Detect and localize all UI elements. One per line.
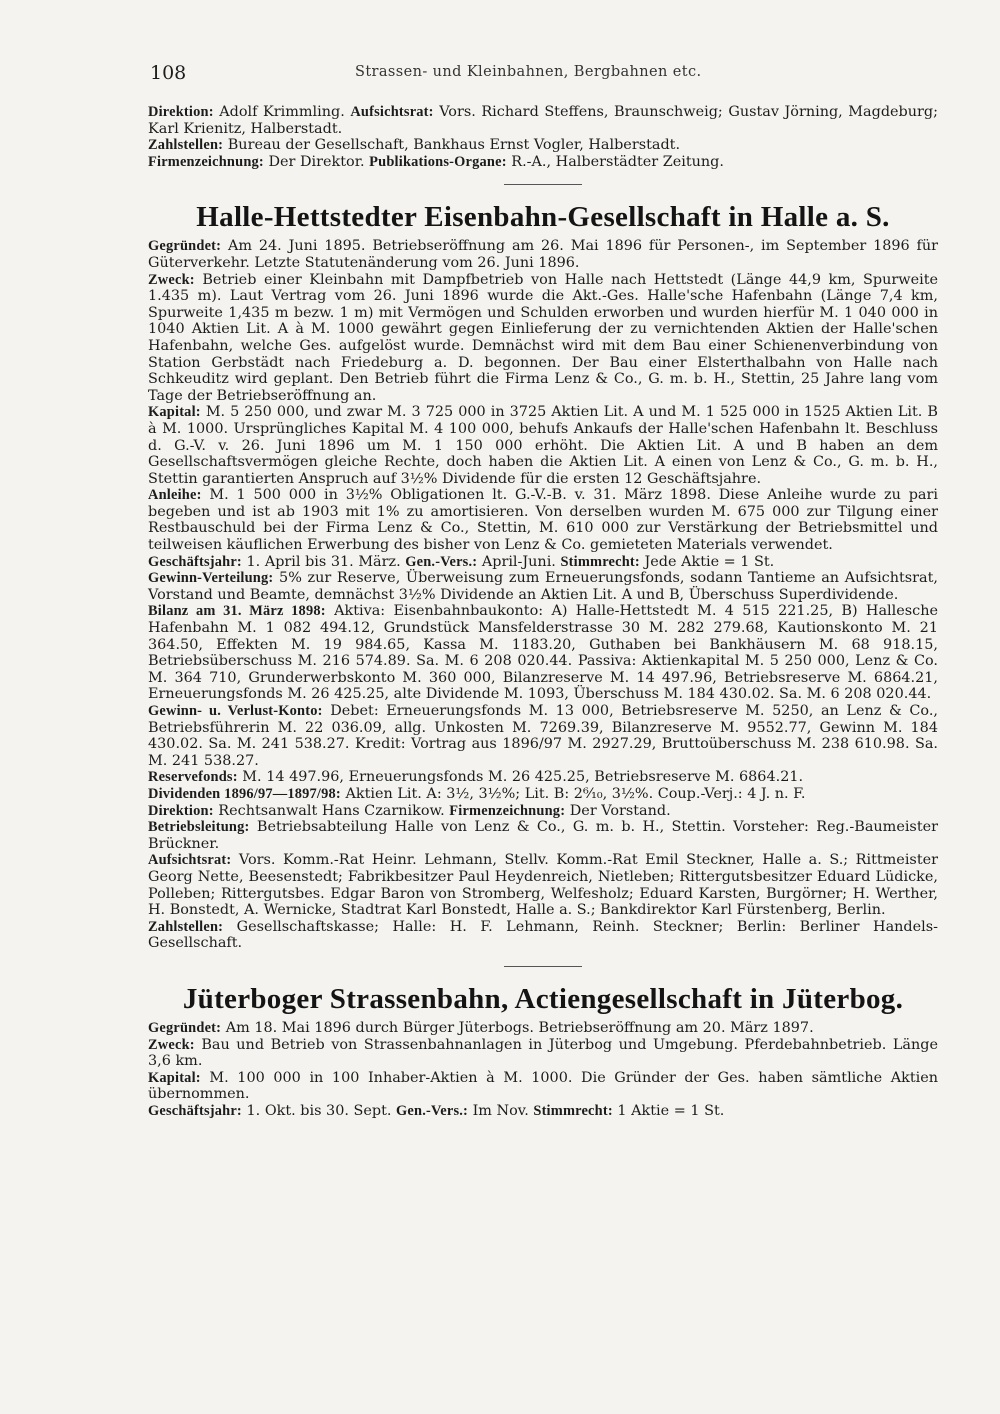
entry-anleihe: Anleihe: M. 1 500 000 in 3½% Obligationen lt. G.-V.-B. v. 31. März 1898. Diese Anleihe wurde zu pari begeben und ist ab 1903 mit 1% zu amortisieren. Von derselben wurden M. 675 000 zur Tilgung einer Restbauschuld bei der Firma Lenz & Co., Stettin, M. 610 000 zur Verstärkung der Betriebsmittel und teilweisen käuflichen Erwerbung des bisher von Lenz & Co. gemieteten Materials verwendet. xyxy=(148,487,938,554)
entry-zweck: Zweck: Bau und Betrieb von Strassenbahnanlagen in Jüterbog und Umgebung. Pferdebahnbetrieb. Länge 3,6 km. xyxy=(148,1036,938,1070)
entry-aufsichtsrat: Aufsichtsrat: Vors. Komm.-Rat Heinr. Lehmann, Stellv. Komm.-Rat Emil Steckner, Halle a. S.; Rittmeister Georg Nette, Beesenstedt; Fabrikbesitzer Paul Heydenreich, Nietleben; Rittergutsbesitzer Eduard Lüdicke, Polleben; Rittergutsbes. Edgar Baron von Stromberg, Welfesholz; Eduard Karsten, Burgörner; H. Werther, H. Bonstedt, A. Wernicke, Stadtrat Karl Bonstedt, Halle a. S.; Bankdirektor Karl Fürstenberg, Berlin. xyxy=(148,852,938,919)
entry-gegruendet: Gegründet: Am 24. Juni 1895. Betriebseröffnung am 26. Mai 1896 für Personen-, im September 1896 für Güterverkehr. Letzte Statutenänderung vom 26. Juni 1896. xyxy=(148,238,938,271)
page-number: 108 xyxy=(150,62,187,84)
entry-reservefonds: Reservefonds: M. 14 497.96, Erneuerungsfonds M. 26 425.25, Betriebsreserve M. 6864.21. xyxy=(148,769,804,786)
entry-geschaeftsjahr: Geschäftsjahr: 1. Okt. bis 30. Sept. Gen.-Vers.: Im Nov. Stimmrecht: 1 Aktie = 1 St. xyxy=(148,1102,725,1119)
running-head: Strassen- und Kleinbahnen, Bergbahnen etc. xyxy=(355,64,702,80)
entry-geschaeftsjahr: Geschäftsjahr: 1. April bis 31. März. Gen.-Vers.: April-Juni. Stimmrecht: Jede Aktie = 1 St. xyxy=(148,553,775,570)
entry-kapital: Kapital: M. 5 250 000, und zwar M. 3 725 000 in 3725 Aktien Lit. A und M. 1 525 000 in 1525 Aktien Lit. B à M. 1000. Ursprüngliches Kapital M. 4 100 000, behufs Ankaufs der Halle'schen Hafenbahn lt. Beschluss d. G.-V. v. 26. Juni 1896 um M. 1 150 000 erhöht. Die Aktien Lit. A und B haben an dem Gesellschaftsvermögen gleiche Rechte, doch haben die Aktien Lit. A einen von Lenz & Co., G. m. b. H., Stettin garantierten Anspruch auf 3½% Dividende für die ersten 12 Geschäftsjahre. xyxy=(148,404,938,487)
entry-dividenden: Dividenden 1896/97—1897/98: Aktien Lit. A: 3½, 3½%; Lit. B: 2⁶⁄₁₀, 3½%. Coup.-Verj.: 4 J. n. F. xyxy=(148,785,806,802)
entry-zahlstellen-halle: Zahlstellen: Gesellschaftskasse; Halle: H. F. Lehmann, Reinh. Steckner; Berlin: Berliner Handels-Gesellschaft. xyxy=(148,918,938,952)
company-title: Jüterboger Strassenbahn, Actiengesellschaft in Jüterbog. xyxy=(182,982,904,1015)
section-divider xyxy=(504,966,582,967)
entry-bilanz: Bilanz am 31. März 1898: Aktiva: Eisenbahnbaukonto: A) Halle-Hettstedt M. 4 515 221.25, B) Hallesche Hafenbahn M. 1 082 494.12, Grundstück Mansfelderstrasse 30 M. 282 279.68, Kautionskonto M. 21 364.50, Effekten M. 19 984.65, Kassa M. 1183.20, Guthaben bei Bankhäusern M. 68 918.15, Betriebsüberschuss M. 216 574.89. Sa. M. 6 208 020.44. Passiva: Aktienkapital M. 5 250 000, Lenz & Co. M. 364 710, Grunderwerbskonto M. 360 000, Bilanzreserve M. 14 497.96, Betriebsreserve M. 6864.21, Erneuerungsfonds M. 26 425.25, alte Dividende M. 1093, Überschuss M. 184 430.02. Sa. M. 6 208 020.44. xyxy=(148,603,939,703)
entry-zweck: Zweck: Betrieb einer Kleinbahn mit Dampfbetrieb von Halle nach Hettstedt (Länge 44,9 km, Spurweite 1.435 m). Laut Vertrag vom 26. Juni 1896 wurde die Akt.-Ges. Halle'sche Hafenbahn (Länge 7,4 km, Spurweite 1,435 m bezw. 1 m) mit Vermögen und Schulden erworben und wurden hierfür M. 1 040 000 in 1040 Aktien Lit. A à M. 1000 gewährt gegen Einlieferung der zu vernichtenden Aktien der Halle'schen Hafenbahn, welche Ges. aufgelöst wurde. Demnächst wird mit dem Bau einer Schienenverbindung von Station Gerbstädt nach Friedeburg a. D. begonnen. Der Bau einer Elsterthalbahn von Halle nach Schkeuditz wird geplant. Den Betrieb führt die Firma Lenz & Co., G. m. b. H., Stettin, 25 Jahre lang vom Tage der Betriebseröffnung an. xyxy=(148,271,938,404)
entry-gewinn-verteilung: Gewinn-Verteilung: 5% zur Reserve, Überweisung zum Erneuerungsfonds, sodann Tantieme an Aufsichtsrat, Vorstand und Beamte, demnächst 3½% Dividende an Aktien Lit. A und B, Überschuss Superdividende. xyxy=(148,570,938,603)
entry-direktion-halle: Direktion: Rechtsanwalt Hans Czarnikow. Firmenzeichnung: Der Vorstand. xyxy=(148,802,671,819)
company-halle xyxy=(148,201,938,952)
entry-direktion: Direktion: Adolf Krimmling. Aufsichtsrat: Vors. Richard Steffens, Braunschweig; Gustav Jörning, Magdeburg; Karl Krienitz, Halberstadt. xyxy=(148,104,938,137)
entry-gegruendet: Gegründet: Am 18. Mai 1896 durch Bürger Jüterbogs. Betriebseröffnung am 20. März 1897. xyxy=(148,1019,814,1036)
company-jueterbog xyxy=(148,983,938,1120)
entry-zahlstellen: Zahlstellen: Bureau der Gesellschaft, Bankhaus Ernst Vogler, Halberstadt. xyxy=(148,137,681,154)
previous-company-tail xyxy=(148,104,938,170)
page-header xyxy=(150,62,940,86)
entry-gewinn-verlust: Gewinn- u. Verlust-Konto: Debet: Erneuerungsfonds M. 13 000, Betriebsreserve M. 5250, an Lenz & Co., Betriebsführerin M. 22 036.09, allg. Unkosten M. 7269.39, Bilanzreserve M. 9552.77, Gewinn M. 184 430.02. Sa. M. 241 538.27. Kredit: Vortrag aus 1896/97 M. 2927.29, Bruttoüberschuss M. 238 610.98. Sa. M. 241 538.27. xyxy=(148,703,938,769)
page-body xyxy=(148,104,938,1119)
entry-firmenzeichnung: Firmenzeichnung: Der Direktor. Publikations-Organe: R.-A., Halberstädter Zeitung. xyxy=(148,153,724,170)
section-divider xyxy=(504,184,582,185)
entry-betriebsleitung: Betriebsleitung: Betriebsabteilung Halle von Lenz & Co., G. m. b. H., Stettin. Vorsteher: Reg.-Baumeister Brückner. xyxy=(148,819,938,852)
company-title: Halle-Hettstedter Eisenbahn-Gesellschaft in Halle a. S. xyxy=(196,201,890,234)
entry-kapital: Kapital: M. 100 000 in 100 Inhaber-Aktien à M. 1000. Die Gründer der Ges. haben sämtliche Aktien übernommen. xyxy=(148,1069,938,1103)
